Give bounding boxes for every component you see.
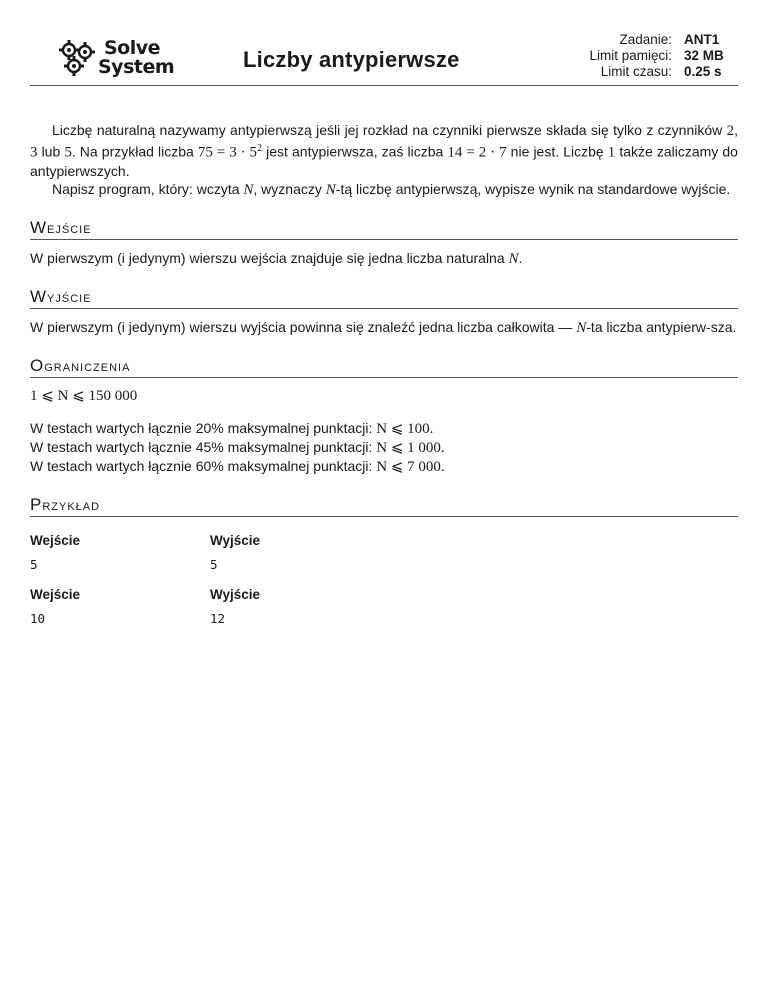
output-text: W pierwszym (i jedynym) wierszu wyjścia powinna się znaleźć jedna liczba całkowita — N-ta liczba antypierw-sza. [30, 318, 737, 336]
logo-text-system: System [98, 56, 175, 78]
example-input-label: Wejście [30, 586, 81, 602]
constraints-main: 1 ⩽ N ⩽ 150 000 [30, 387, 138, 404]
example-input-value: 5 [30, 556, 38, 572]
output-heading: Wyjście [30, 288, 738, 309]
logo-text-solve: Solve [104, 37, 161, 59]
output-section [30, 288, 738, 337]
statement-paragraph-2: Napisz program, który: wczyta N, wyznaczy N-tą liczbę antypierwszą, wypisze wynik na standardowe wyjście. [52, 180, 731, 198]
example-output-value: 5 [210, 556, 218, 572]
constraint-test-line: W testach wartych łącznie 45% maksymalnej punktacji: N ⩽ 1 000. [30, 438, 445, 456]
meta-label: Zadanie: [619, 32, 672, 47]
meta-row-task [552, 32, 728, 48]
page-title: Liczby antypierwsze [243, 47, 460, 72]
meta-row-time [552, 64, 728, 80]
input-section [30, 219, 738, 268]
task-meta [552, 32, 728, 80]
header-divider [30, 85, 738, 86]
example-heading: Przykład [30, 496, 738, 517]
example-output-label: Wyjście [210, 532, 261, 548]
input-heading: Wejście [30, 219, 738, 240]
gears-icon [58, 39, 96, 77]
meta-value: 32 MB [684, 48, 724, 63]
example-section [30, 496, 738, 632]
constraint-test-line: W testach wartych łącznie 20% maksymalnej punktacji: N ⩽ 100. [30, 419, 434, 437]
meta-row-memory [552, 48, 728, 64]
meta-label: Limit pamięci: [589, 48, 672, 63]
constraint-test-line: W testach wartych łącznie 60% maksymalnej punktacji: N ⩽ 7 000. [30, 457, 445, 475]
input-text: W pierwszym (i jedynym) wierszu wejścia znajduje się jedna liczba naturalna N. [30, 249, 523, 267]
meta-label: Limit czasu: [600, 64, 672, 79]
meta-value: 0.25 s [684, 64, 722, 79]
example-input-value: 10 [30, 610, 46, 626]
constraints-section [30, 357, 738, 476]
meta-value: ANT1 [684, 32, 720, 47]
problem-content [30, 121, 738, 632]
example-grid [30, 526, 738, 632]
example-output-label: Wyjście [210, 586, 261, 602]
solve-system-logo [58, 37, 175, 81]
statement-paragraph-1: Liczbę naturalną nazywamy antypierwszą jeśli jej rozkład na czynniki pierwsze składa się tylko z czynników 2, 3 lub 5. Na przykład liczba $75 = 3 \cdot 5^2$ jest antypierwsza, zaś liczba 14 = 2 · 7 nie jest. Liczbę 1 także zaliczamy do antypierwszych. [30, 122, 738, 179]
example-output-value: 12 [210, 610, 226, 626]
example-input-label: Wejście [30, 532, 81, 548]
constraints-heading: Ograniczenia [30, 357, 738, 378]
